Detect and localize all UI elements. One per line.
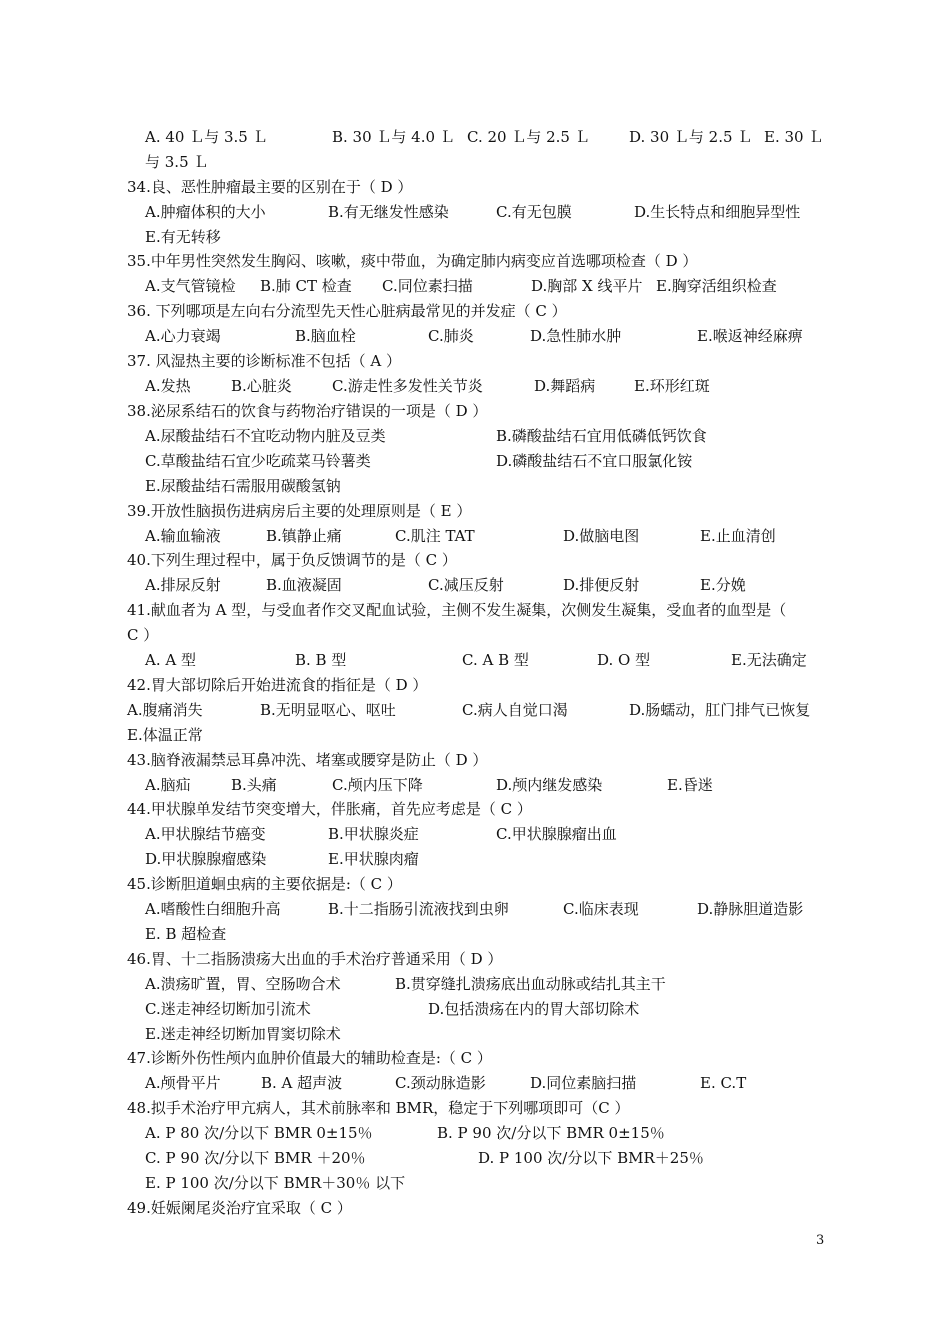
answer-option: E. 30 Ｌ [764,128,824,146]
answer-option: B.肺 CT 检查 [260,277,352,295]
answer-option: D. P 100 次/分以下 BMR＋25％ [478,1149,704,1167]
answer-option: C.肌注 TAT [395,527,475,545]
answer-option: E.胸穿活组织检查 [656,277,777,295]
text-line: E.迷走神经切断加胃窦切除术 [145,1025,341,1043]
answer-option: B.甲状腺炎症 [328,825,419,843]
answer-option: A.排尿反射 [145,576,221,594]
question-line: 44.甲状腺单发结节突变增大，伴胀痛，首先应考虑是（ C ） [127,800,532,818]
text-line: C ） [127,626,159,644]
answer-option: C.减压反射 [428,576,504,594]
question-line: 48.拟手术治疗甲亢病人，其术前脉率和 BMR，稳定于下列哪项即可（C ） [127,1099,630,1117]
question-line: 36. 下列哪项是左向右分流型先天性心脏病最常见的并发症（ C ） [127,302,567,320]
answer-option: D.磷酸盐结石不宜口服氯化铵 [496,452,693,470]
answer-option: A.嗜酸性白细胞升高 [145,900,281,918]
text-line: E. B 超检查 [145,925,227,943]
answer-option: B. B 型 [295,651,347,669]
answer-option: C.肺炎 [428,327,474,345]
answer-option: B.十二指肠引流液找到虫卵 [328,900,509,918]
text-line: E.有无转移 [145,228,221,246]
answer-option: A.尿酸盐结石不宜吃动物内脏及豆类 [145,427,386,445]
answer-option: C.草酸盐结石宜少吃疏菜马铃薯类 [145,452,371,470]
answer-option: D.肠蠕动，肛门排气已恢复 [629,701,811,719]
answer-option: D.舞蹈病 [534,377,596,395]
answer-option: E. C.T [700,1074,747,1092]
answer-option: B.头痛 [231,776,277,794]
answer-option: B. 30 Ｌ与 4.0 Ｌ [332,128,455,146]
answer-option: D.颅内继发感染 [496,776,603,794]
answer-option: C.临床表现 [563,900,639,918]
answer-option: B. P 90 次/分以下 BMR 0±15％ [437,1124,665,1142]
page-number: 3 [816,1233,825,1248]
question-line: 47.诊断外伤性颅内血肿价值最大的辅助检查是:（ C ） [127,1049,492,1067]
answer-option: C.病人自觉口渴 [462,701,568,719]
answer-option: E.环形红斑 [634,377,710,395]
question-line: 46.胃、十二指肠溃疡大出血的手术治疗普通采用（ D ） [127,950,503,968]
answer-option: C.颈动脉造影 [395,1074,486,1092]
question-line: 43.脑脊液漏禁忌耳鼻冲洗、堵塞或腰穿是防止（ D ） [127,751,488,769]
answer-option: A.发热 [145,377,191,395]
answer-option: A.输血输液 [145,527,221,545]
answer-option: B.磷酸盐结石宜用低磷低钙饮食 [496,427,707,445]
answer-option: C.游走性多发性关节炎 [332,377,483,395]
answer-option: C. 20 Ｌ与 2.5 Ｌ [467,128,590,146]
question-line: 40.下列生理过程中，属于负反馈调节的是（ C ） [127,551,457,569]
answer-option: A. 40 Ｌ与 3.5 Ｌ [145,128,268,146]
answer-option: D.静脉胆道造影 [697,900,804,918]
question-line: 49.妊娠阑尾炎治疗宜采取（ C ） [127,1199,352,1217]
answer-option: D.甲状腺腺瘤感染 [145,850,267,868]
answer-option: B.心脏炎 [231,377,292,395]
answer-option: E.止血清创 [700,527,776,545]
answer-option: C. A B 型 [462,651,529,669]
question-line: 42.胃大部切除后开始进流食的指征是（ D ） [127,676,428,694]
answer-option: E.昏迷 [667,776,713,794]
question-line: 38.泌尿系结石的饮食与药物治疗错误的一项是（ D ） [127,402,488,420]
question-line: 34.良、恶性肿瘤最主要的区别在于（ D ） [127,178,413,196]
answer-option: D.胸部 X 线平片 [531,277,643,295]
answer-option: B.有无继发性感染 [328,203,449,221]
answer-option: C.颅内压下降 [332,776,423,794]
answer-option: E.甲状腺肉瘤 [328,850,419,868]
answer-option: E.喉返神经麻痹 [697,327,803,345]
answer-option: A. P 80 次/分以下 BMR 0±15％ [145,1124,373,1142]
answer-option: D.同位素脑扫描 [530,1074,637,1092]
answer-option: C. P 90 次/分以下 BMR ＋20％ [145,1149,366,1167]
answer-option: A.甲状腺结节癌变 [145,825,266,843]
question-line: 41.献血者为 A 型，与受血者作交叉配血试验，主侧不发生凝集，次侧发生凝集，受血者的血型是（ [127,601,787,619]
answer-option: A.颅骨平片 [145,1074,221,1092]
text-line: E. P 100 次/分以下 BMR＋30％ 以下 [145,1174,406,1192]
answer-option: D.排便反射 [563,576,640,594]
text-line: E.体温正常 [127,726,203,744]
answer-option: B.镇静止痛 [266,527,342,545]
answer-option: A.溃疡旷置，胃、空肠吻合术 [145,975,341,993]
answer-option: D. 30 Ｌ与 2.5 Ｌ [629,128,753,146]
question-line: 39.开放性脑损伤进病房后主要的处理原则是（ E ） [127,502,472,520]
answer-option: B.脑血栓 [295,327,356,345]
answer-option: D.做脑电图 [563,527,640,545]
text-line: E.尿酸盐结石需服用碳酸氢钠 [145,477,341,495]
answer-option: A.腹痛消失 [127,701,203,719]
text-line: 与 3.5 Ｌ [145,153,209,171]
answer-option: B. A 超声波 [261,1074,343,1092]
question-line: 45.诊断胆道蛔虫病的主要依据是:（ C ） [127,875,402,893]
answer-option: C.甲状腺腺瘤出血 [496,825,617,843]
answer-option: A.心力衰竭 [145,327,221,345]
answer-option: D.急性肺水肿 [530,327,622,345]
answer-option: A.脑疝 [145,776,191,794]
answer-option: A.肿瘤体积的大小 [145,203,266,221]
answer-option: E.分娩 [700,576,746,594]
answer-option: D.生长特点和细胞异型性 [634,203,801,221]
question-line: 35.中年男性突然发生胸闷、咳嗽，痰中带血，为确定肺内病变应首选哪项检查（ D ） [127,252,698,270]
answer-option: D. O 型 [597,651,651,669]
answer-option: C.迷走神经切断加引流术 [145,1000,311,1018]
answer-option: C.有无包膜 [496,203,572,221]
answer-option: D.包括溃疡在内的胃大部切除术 [428,1000,640,1018]
answer-option: B.血液凝固 [266,576,342,594]
answer-option: A. A 型 [145,651,196,669]
answer-option: A.支气管镜检 [145,277,236,295]
answer-option: B.贯穿缝扎溃疡底出血动脉或结扎其主干 [395,975,666,993]
answer-option: E.无法确定 [731,651,807,669]
answer-option: C.同位素扫描 [382,277,473,295]
answer-option: B.无明显呕心、呕吐 [260,701,396,719]
question-line: 37. 风湿热主要的诊断标准不包括（ A ） [127,352,401,370]
